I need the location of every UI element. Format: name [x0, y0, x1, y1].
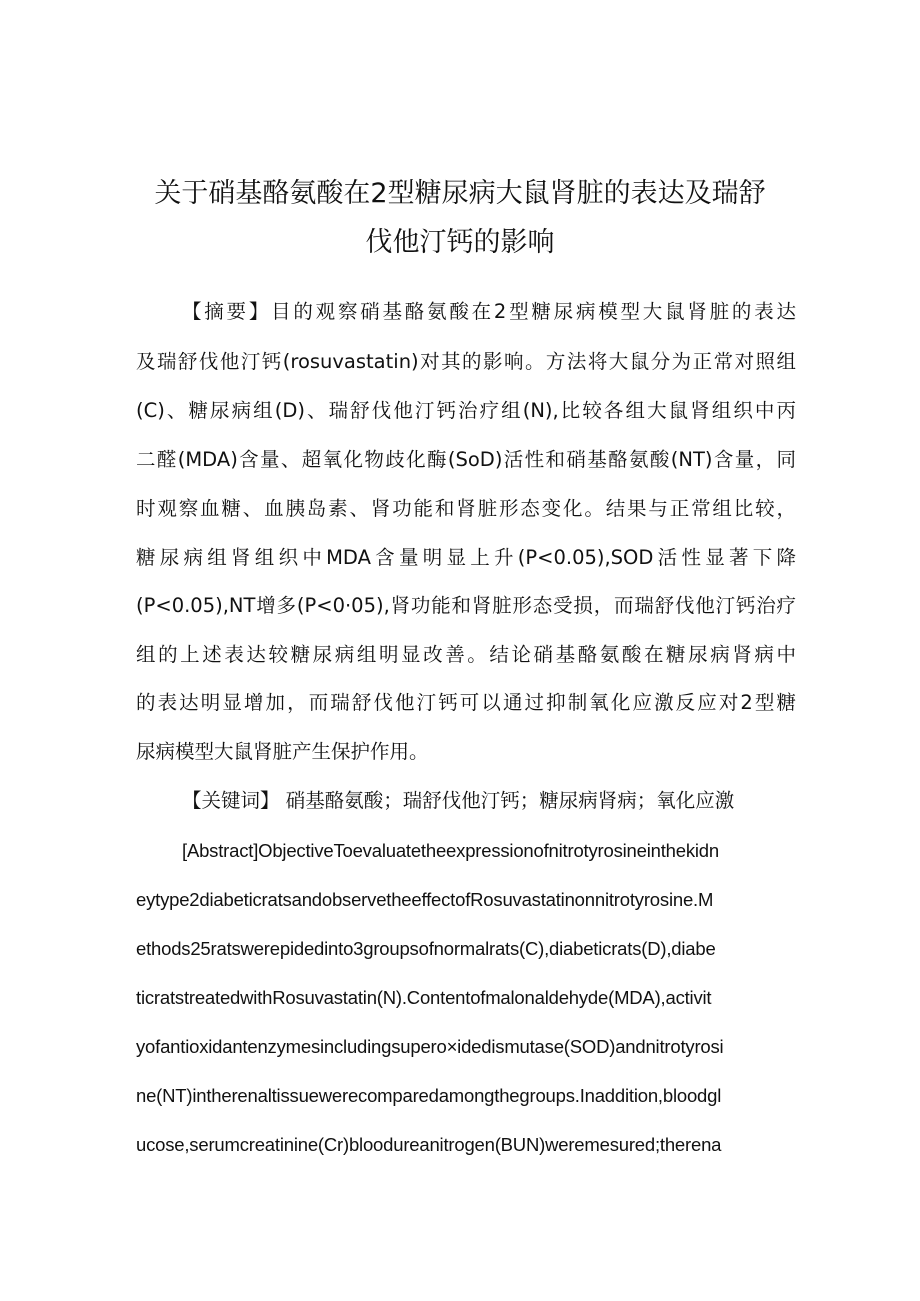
- abstract-cn-line-10: 尿病模型大鼠肾脏产生保护作用。: [136, 740, 429, 763]
- abstract-en-line-1: [Abstract]ObjectiveToevaluatetheexpressionofnitrotyrosineinthekidn: [182, 840, 719, 861]
- abstract-en-line-2: eytype2diabeticratsandobservetheeffectofRosuvastatinonnitrotyrosine.M: [136, 889, 714, 910]
- title-line-1: 关于硝基酪氨酸在2型糖尿病大鼠肾脏的表达及瑞舒: [154, 178, 766, 209]
- abstract-cn-line-8: 组的上述表达较糖尿病组明显改善。结论硝基酪氨酸在糖尿病肾病中: [136, 643, 796, 666]
- abstract-en-line-7: ucose,serumcreatinine(Cr)bloodureanitrogen(BUN)weremesured;therena: [136, 1134, 722, 1155]
- abstract-cn-line-9: 的表达明显增加，而瑞舒伐他汀钙可以通过抑制氧化应激反应对2型糖: [136, 691, 796, 714]
- abstract-cn-line-2: 及瑞舒伐他汀钙(rosuvastatin)对其的影响。方法将大鼠分为正常对照组: [136, 350, 796, 373]
- abstract-en-line-4: ticratstreatedwithRosuvastatin(N).Contentofmalonaldehyde(MDA),activit: [136, 987, 712, 1008]
- abstract-cn-line-6: 糖尿病组肾组织中MDA含量明显上升(P<0.05),SOD活性显著下降: [136, 546, 796, 569]
- abstract-cn-line-5: 时观察血糖、血胰岛素、肾功能和肾脏形态变化。结果与正常组比较，: [136, 497, 796, 520]
- abstract-cn-line-3: (C)、糖尿病组(D)、瑞舒伐他汀钙治疗组(N),比较各组大鼠肾组织中丙: [136, 399, 796, 422]
- abstract-en-line-5: yofantioxidantenzymesincludingsupero×idedismutase(SOD)andnitrotyrosi: [136, 1036, 724, 1057]
- title-line-2: 伐他汀钙的影响: [365, 227, 555, 258]
- abstract-en-line-3: ethods25ratswerepidedinto3groupsofnormalrats(C),diabeticrats(D),diabe: [136, 938, 716, 959]
- abstract-cn-line-7: (P<0.05),NT增多(P<0·05),肾功能和肾脏形态受损，而瑞舒伐他汀钙治疗: [136, 594, 796, 617]
- keywords-line: 【关键词】 硝基酪氨酸；瑞舒伐他汀钙；糖尿病肾病；氧化应激: [182, 789, 735, 812]
- abstract-cn-line-4: 二醛(MDA)含量、超氧化物歧化酶(SoD)活性和硝基酪氨酸(NT)含量，同: [136, 448, 796, 471]
- abstract-en-line-6: ne(NT)intherenaltissuewerecomparedamongthegroups.Inaddition,bloodgl: [136, 1085, 722, 1106]
- abstract-cn-line-1: 【摘要】目的观察硝基酪氨酸在2型糖尿病模型大鼠肾脏的表达: [182, 300, 796, 323]
